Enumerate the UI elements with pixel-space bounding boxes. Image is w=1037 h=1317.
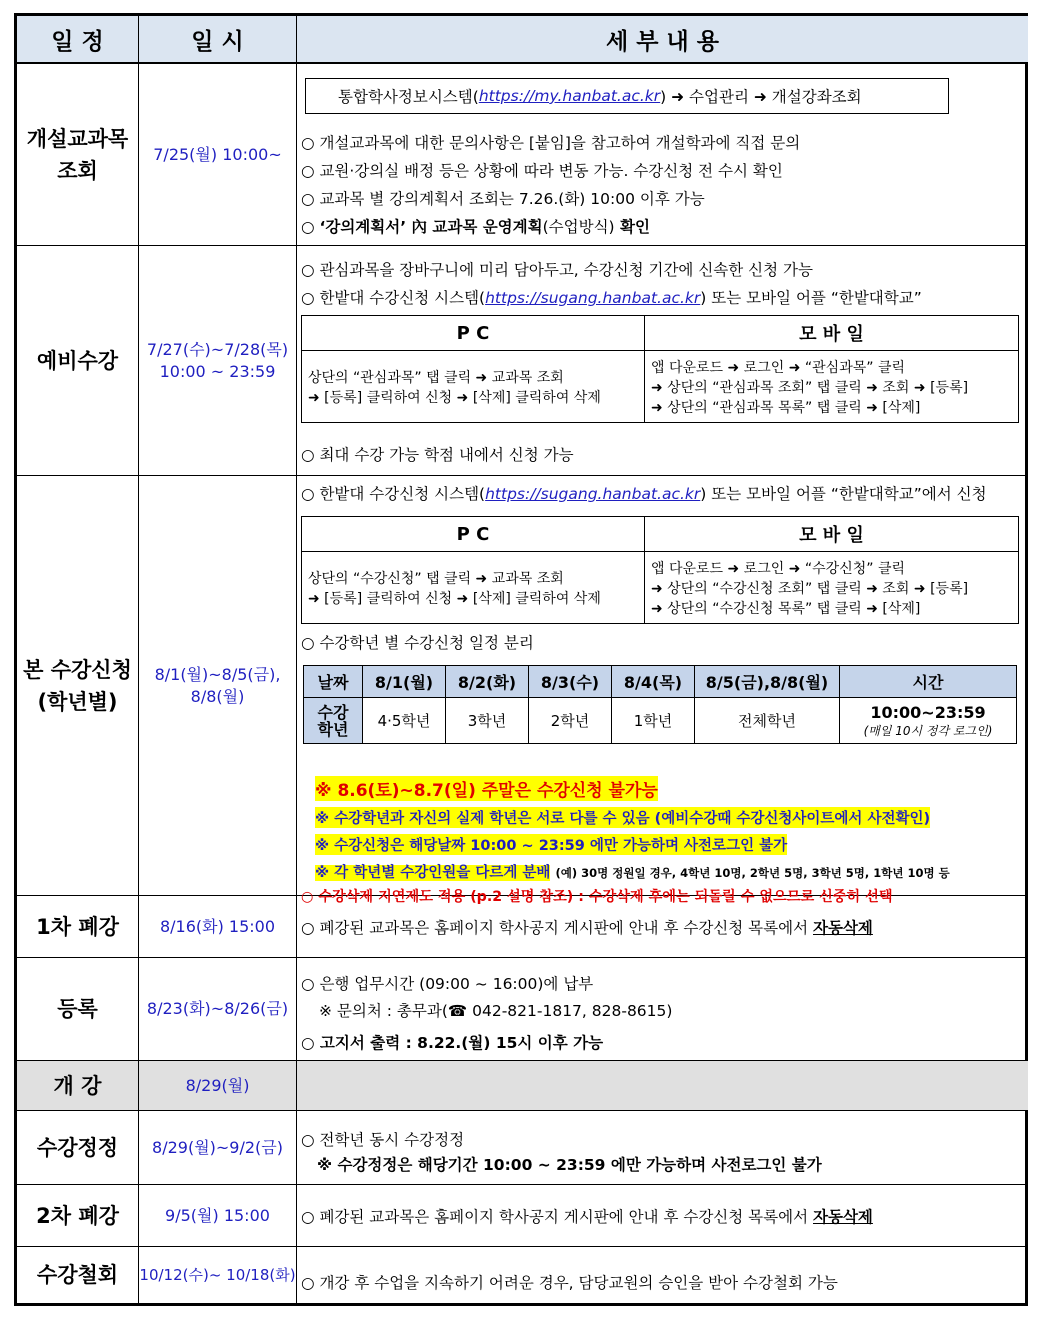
grade-cell: 3학년 <box>446 698 529 744</box>
row-course-view-details <box>297 64 1028 246</box>
row-withdraw-name: 수강철회 <box>17 1247 139 1303</box>
detail-line <box>301 482 987 504</box>
step-line: ➜ 상단의 “수강신청 목록” 탭 클릭 ➜ [삭제] <box>651 600 921 617</box>
text: ○ 한밭대 수강신청 시스템( <box>301 289 486 307</box>
time-note: (매일 10시 정각 로그인) <box>863 723 993 738</box>
grade-header: 시간 <box>840 666 1017 698</box>
row-withdraw-details <box>297 1247 1028 1303</box>
mobile-column-title: 모 바 일 <box>645 316 1019 351</box>
label-line: 수강 <box>317 702 349 722</box>
detail-line: ○ 수강학년 별 수강신청 일정 분리 <box>301 634 534 652</box>
bold-text: 자동삭제 <box>813 919 873 937</box>
row-close2-name: 2차 폐강 <box>17 1185 139 1247</box>
step-line: ➜ [등록] 클릭하여 신청 ➜ [삭제] 클릭하여 삭제 <box>308 389 601 406</box>
label-line: 학년 <box>317 719 349 739</box>
note-quota <box>315 861 950 882</box>
bold-text: 확인 <box>614 218 650 236</box>
name-line: (학년별) <box>37 689 118 714</box>
row-course-view-name <box>17 64 139 246</box>
row-main-name <box>17 476 139 896</box>
pre-method-table <box>301 315 1019 423</box>
row-withdraw-date: 10/12(수)~ 10/18(화) <box>139 1247 297 1303</box>
detail-line: ○ 관심과목을 장바구니에 미리 담아두고, 수강신청 기간에 신속한 신청 가능 <box>301 261 813 279</box>
quota-example: (예) 30명 정원일 경우, 4학년 10명, 2학년 5명, 3학년 5명, 1학년 10명 등 <box>555 866 950 880</box>
row-main-date <box>139 476 297 896</box>
grade-header: 8/5(금),8/8(월) <box>695 666 840 698</box>
detail-line: ○ 은행 업무시간 (09:00 ~ 16:00)에 납부 <box>301 975 594 993</box>
row-close2-details <box>297 1185 1028 1247</box>
note-weekend: ※ 8.6(토)~8.7(일) 주말은 수강신청 불가능 <box>315 776 658 801</box>
step-line: ➜ 상단의 “관심과목 목록” 탭 클릭 ➜ [삭제] <box>651 399 921 416</box>
mobile-steps <box>645 552 1019 624</box>
row-open-date: 8/29(월) <box>139 1061 297 1111</box>
detail-line <box>301 215 650 237</box>
detail-line <box>301 916 873 938</box>
detail-line: ○ 최대 수강 가능 학점 내에서 신청 가능 <box>301 446 574 464</box>
course-view-path-box <box>305 78 949 114</box>
row-close2-date: 9/5(월) 15:00 <box>139 1185 297 1247</box>
row-register-name: 등록 <box>17 958 139 1061</box>
row-main-details <box>297 476 1028 905</box>
plain-text: (수업방식) <box>542 218 615 236</box>
row-close1-name: 1차 폐강 <box>17 896 139 958</box>
row-adjust-details <box>297 1111 1028 1185</box>
bullet: ○ <box>301 218 320 236</box>
step-line: ➜ 상단의 “수강신청 조회” 탭 클릭 ➜ 조회 ➜ [등록] <box>651 580 969 597</box>
row-pre-date <box>139 246 297 476</box>
row-adjust-date: 8/29(월)~9/2(금) <box>139 1111 297 1185</box>
sugang-link[interactable]: https://sugang.hanbat.ac.kr <box>485 485 701 503</box>
name-line: 본 수강신청 <box>23 657 132 682</box>
detail-line: ○ 개강 후 수업을 지속하기 어려운 경우, 담당교원의 승인을 받아 수강철회 가능 <box>301 1274 838 1292</box>
mobile-steps <box>645 351 1019 423</box>
detail-line: ※ 문의처 : 총무과(☎ 042-821-1817, 828-8615) <box>319 1002 673 1020</box>
time-range: 10:00~23:59 <box>870 702 986 722</box>
grade-header: 8/3(수) <box>529 666 612 698</box>
pc-column-title: P C <box>302 517 645 552</box>
row-pre-name: 예비수강 <box>17 246 139 476</box>
step-line: 상단의 “관심과목” 탭 클릭 ➜ 교과목 조회 <box>308 369 564 386</box>
row-course-view-date: 7/25(월) 10:00~ <box>139 64 297 246</box>
text: ○ 한밭대 수강신청 시스템( <box>301 485 486 503</box>
grade-header: 8/2(화) <box>446 666 529 698</box>
sugang-link[interactable]: https://sugang.hanbat.ac.kr <box>485 289 701 307</box>
name-line: 조회 <box>57 158 98 183</box>
detail-line: ○ 교과목 별 강의계획서 조회는 7.26.(화) 10:00 이후 가능 <box>301 190 705 208</box>
text: ○ 폐강된 교과목은 홈페이지 학사공지 게시판에 안내 후 수강신청 목록에서 <box>301 919 813 937</box>
text: ) 또는 모바일 어플 “한밭대학교”에서 신청 <box>700 485 987 503</box>
row-register-date: 8/23(화)~8/26(금) <box>139 958 297 1061</box>
name-line: 개설교과목 <box>26 126 129 151</box>
grade-time-cell <box>840 698 1017 744</box>
bold-text: ‘강의계획서’ 內 교과목 운영계획 <box>319 218 543 236</box>
row-close1-date: 8/16(화) 15:00 <box>139 896 297 958</box>
path-prefix: 통합학사정보시스템( <box>338 88 479 106</box>
header-details: 세 부 내 용 <box>297 16 1028 64</box>
text: ○ 폐강된 교과목은 홈페이지 학사공지 게시판에 안내 후 수강신청 목록에서 <box>301 1208 813 1226</box>
grade-cell: 전체학년 <box>695 698 840 744</box>
detail-line <box>301 1205 873 1227</box>
step-line: ➜ 상단의 “관심과목 조회” 탭 클릭 ➜ 조회 ➜ [등록] <box>651 379 969 396</box>
row-adjust-name: 수강정정 <box>17 1111 139 1185</box>
row-close1-details <box>297 896 1028 958</box>
row-register-details <box>297 958 1028 1061</box>
detail-line: ○ 전학년 동시 수강정정 <box>301 1131 465 1149</box>
grade-header: 8/1(월) <box>363 666 446 698</box>
detail-line: ○ 개설교과목에 대한 문의사항은 [붙임]을 참고하여 개설학과에 직접 문의 <box>301 134 801 152</box>
header-datetime: 일 시 <box>139 16 297 64</box>
header-schedule: 일 정 <box>17 16 139 64</box>
path-suffix: ) ➜ 수업관리 ➜ 개설강좌조회 <box>660 88 862 106</box>
pc-steps <box>302 552 645 624</box>
date-line: 8/1(월)~8/5(금), <box>154 664 281 684</box>
row-pre-details <box>297 246 1028 476</box>
grade-header: 8/4(목) <box>612 666 695 698</box>
detail-line: ○ 교원·강의실 배정 등은 상황에 따라 변동 가능. 수강신청 전 수시 확인 <box>301 162 783 180</box>
detail-line: ※ 수강정정은 해당기간 10:00 ~ 23:59 에만 가능하며 사전로그인 불가 <box>317 1156 822 1174</box>
note-delete-delay: ○ 수강삭제 지연제도 적용 (p.2 설명 참조) : 수강삭제 후에는 되돌릴 수 없으므로 신중히 선택 <box>301 889 893 905</box>
grade-header: 날짜 <box>304 666 363 698</box>
date-line: 10:00 ~ 23:59 <box>159 361 276 381</box>
main-method-table <box>301 516 1019 624</box>
portal-link[interactable]: https://my.hanbat.ac.kr <box>478 87 661 105</box>
grade-cell: 4·5학년 <box>363 698 446 744</box>
detail-line <box>301 286 922 308</box>
step-line: 앱 다운로드 ➜ 로그인 ➜ “관심과목” 클릭 <box>651 359 906 376</box>
schedule-table <box>14 13 1028 1306</box>
date-line: 8/8(월) <box>190 686 245 706</box>
date-line: 7/27(수)~7/28(목) <box>146 339 289 359</box>
mobile-column-title: 모 바 일 <box>645 517 1019 552</box>
step-line: 상단의 “수강신청” 탭 클릭 ➜ 교과목 조회 <box>308 570 564 587</box>
grade-row-label <box>304 698 363 744</box>
detail-line: ○ 고지서 출력 : 8.22.(월) 15시 이후 가능 <box>301 1034 604 1052</box>
bold-text: 자동삭제 <box>813 1208 873 1226</box>
row-open-name: 개 강 <box>17 1061 139 1111</box>
note-time-limit: ※ 수강신청은 해당날짜 10:00 ~ 23:59 에만 가능하며 사전로그인 불가 <box>315 834 787 855</box>
step-line: 앱 다운로드 ➜ 로그인 ➜ “수강신청” 클릭 <box>651 560 906 577</box>
grade-cell: 1학년 <box>612 698 695 744</box>
note-grade-difference: ※ 수강학년과 자신의 실제 학년은 서로 다를 수 있음 (예비수강때 수강신청사이트에서 사전확인) <box>315 807 930 828</box>
pc-steps <box>302 351 645 423</box>
step-line: ➜ [등록] 클릭하여 신청 ➜ [삭제] 클릭하여 삭제 <box>308 590 601 607</box>
grade-cell: 2학년 <box>529 698 612 744</box>
pc-column-title: P C <box>302 316 645 351</box>
row-open-details <box>297 1061 1028 1111</box>
grade-schedule-table <box>303 665 1017 744</box>
quota-text: ※ 각 학년별 수강인원을 다르게 분배 <box>315 865 551 881</box>
text: ) 또는 모바일 어플 “한밭대학교” <box>700 289 922 307</box>
